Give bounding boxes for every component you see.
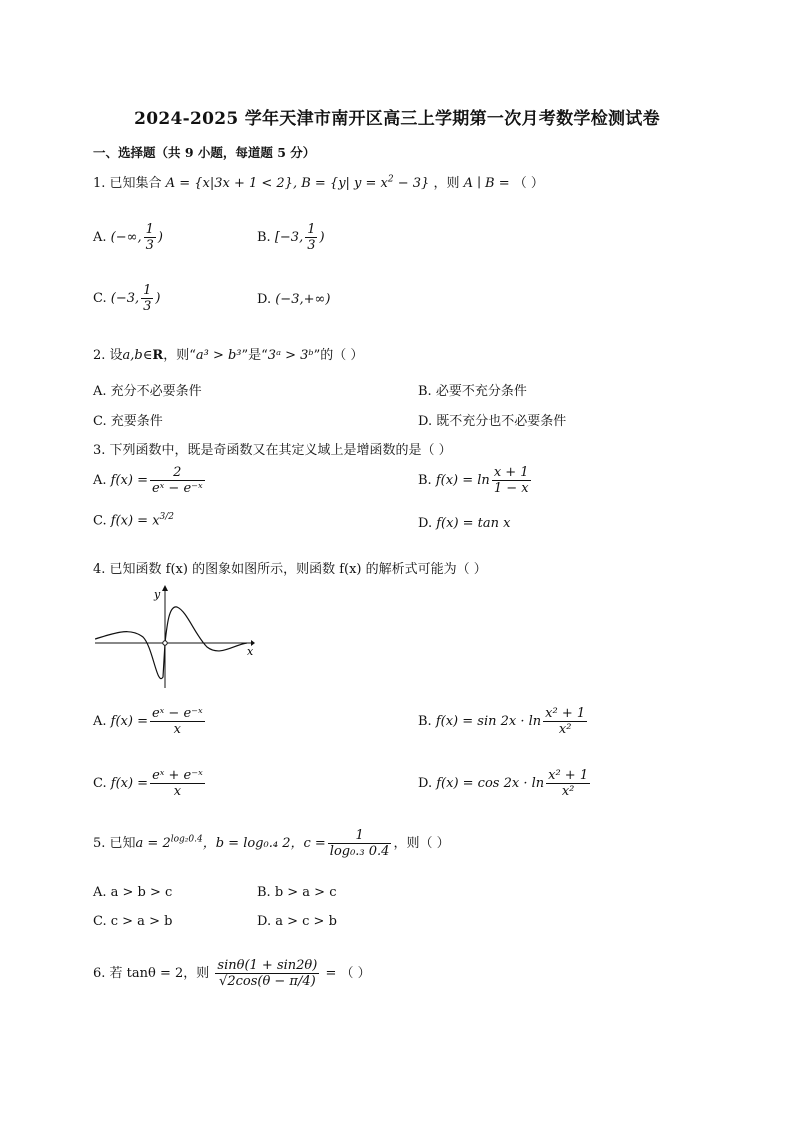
- question-4: 4. 已知函数 f(x) 的图象如图所示，则函数 f(x) 的解析式可能为（ ）: [93, 562, 487, 577]
- question-2: 2. 设a,b∈R，则“a³ > b³”是“3ᵃ > 3ᵇ”的（ ）: [93, 348, 364, 363]
- q3-option-b[interactable]: B. f(x) = ln $\frac{x + 1}{1 - x}$: [418, 465, 529, 496]
- q2-option-c[interactable]: C. 充要条件: [93, 414, 163, 429]
- question-1: 1. 已知集合 A = {x|3x + 1 < 2}, B = {y| $y = x^2 - 3$} ，则 A ∣ B = （ ）: [93, 174, 544, 191]
- q1-option-a[interactable]: A. (−∞, $\frac{1}{3}$ ): [93, 222, 163, 253]
- y-axis-arrow: [162, 585, 168, 591]
- question-3: 3. 下列函数中，既是奇函数又在其定义域上是增函数的是（ ）: [93, 443, 452, 458]
- q5-option-c[interactable]: C. c > a > b: [93, 914, 173, 929]
- q1-stem: 1. 已知集合: [93, 176, 162, 191]
- page-title: 2024-2025 学年天津市南开区高三上学期第一次月考数学检测试卷: [134, 109, 660, 129]
- q1-tail: ，则: [433, 176, 460, 191]
- q1-paren: （ ）: [513, 176, 544, 191]
- q1-set-a: A = {x|3x + 1 < 2}: [165, 176, 293, 191]
- function-graph: [95, 585, 255, 690]
- q4-option-d[interactable]: D. f(x) = cos 2x · ln $\frac{\text{x² + 1}}{\text{x²}}$: [418, 768, 589, 799]
- question-5: 5. 已知$a = 2^{log_20.4}$，b = log₀.₄ 2，c = $\frac{1}{\text{log₀.₃ 0.4}}$ ，则（ ）: [93, 828, 450, 859]
- q1-option-c[interactable]: C. (−3, $\frac{1}{3}$ ): [93, 283, 161, 314]
- y-label: y: [154, 588, 161, 601]
- question-6: 6. 若 tanθ = 2，则 $\frac{\sin\theta(1 + \sin 2\theta)}{√2\cos(\theta - \pi/4)}$ = （ ）: [93, 958, 371, 989]
- q4-option-c[interactable]: C. f(x) = $\frac{\text{eˣ + e⁻ˣ}}{x}$: [93, 768, 203, 799]
- q1-expr: A ∣ B =: [463, 176, 510, 191]
- q5-option-b[interactable]: B. b > a > c: [257, 885, 337, 900]
- q3-option-a[interactable]: A. f(x) = $\frac{2}{\text{eˣ − e⁻ˣ}}$: [93, 465, 203, 496]
- x-label: x: [247, 645, 254, 658]
- q1-set-b: B = {y| $y = x^2 - 3$}: [301, 174, 430, 191]
- q2-option-d[interactable]: D. 既不充分也不必要条件: [418, 414, 567, 429]
- q2-option-b[interactable]: B. 必要不充分条件: [418, 384, 527, 399]
- q3-option-c[interactable]: C. $f(x) = x^{3/2}$: [93, 512, 175, 529]
- origin-hole: [163, 641, 167, 645]
- q3-option-d[interactable]: D. f(x) = tan x: [418, 516, 511, 531]
- q4-option-b[interactable]: B. f(x) = sin 2x · ln $\frac{\text{x² + 1}}{\text{x²}}$: [418, 706, 586, 737]
- q1-option-d[interactable]: D. (−3,+∞): [257, 292, 331, 307]
- q5-option-a[interactable]: A. a > b > c: [93, 885, 173, 900]
- q2-option-a[interactable]: A. 充分不必要条件: [93, 384, 202, 399]
- q4-option-a[interactable]: A. f(x) = $\frac{\text{eˣ − e⁻ˣ}}{x}$: [93, 706, 203, 737]
- q1-option-b[interactable]: B. [−3, $\frac{1}{3}$ ): [257, 222, 325, 253]
- section-heading: 一、选择题（共 9 小题，每道题 5 分）: [93, 145, 316, 160]
- q5-option-d[interactable]: D. a > c > b: [257, 914, 337, 929]
